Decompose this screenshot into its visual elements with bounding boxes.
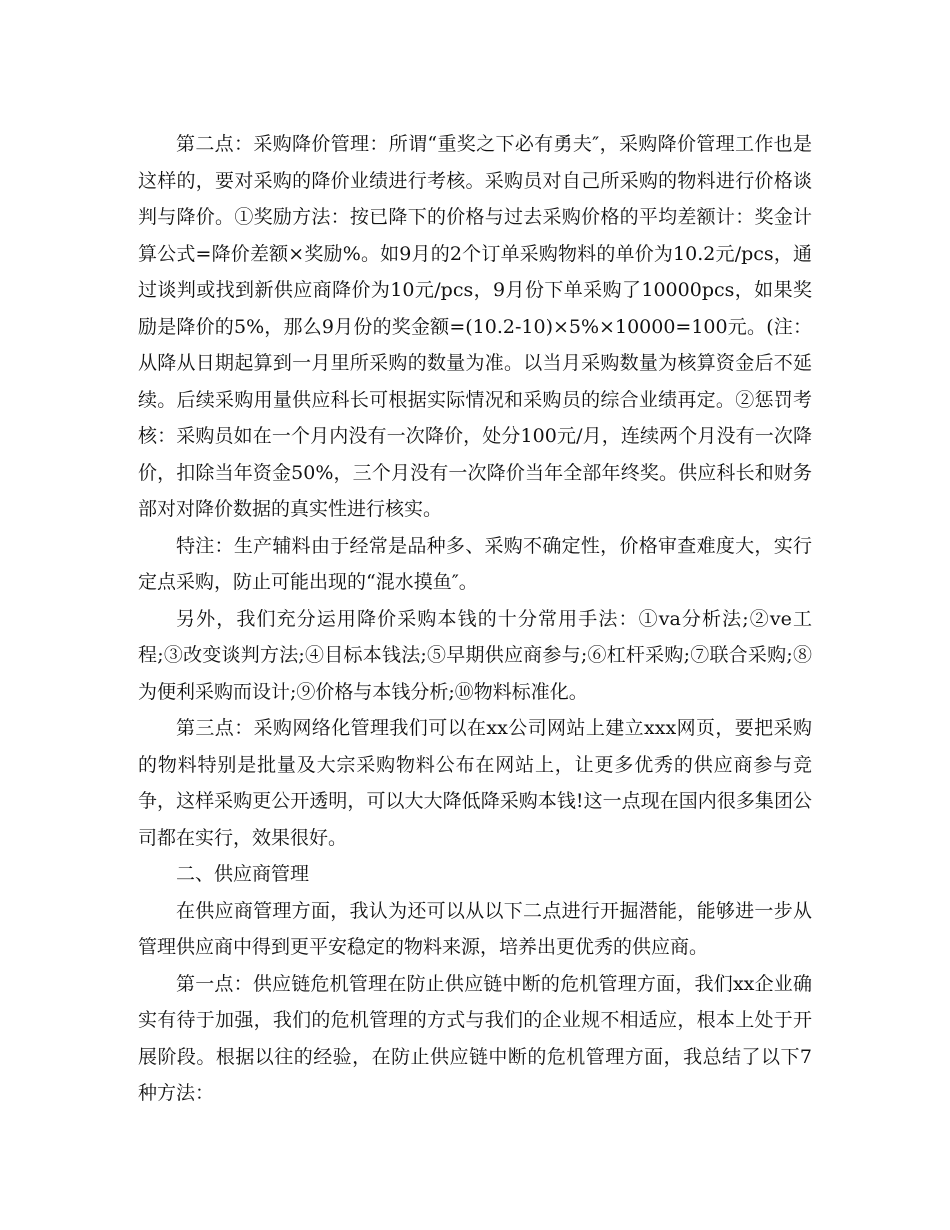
document-body — [138, 126, 812, 1112]
paragraph-price-reduction: 第二点：采购降价管理：所谓“重奖之下必有勇夫″，采购降价管理工作也是这样的，要对采购的降价业绩进行考核。采购员对自己所采购的物料进行价格谈判与降价。①奖励方法：按已降下的价格与过去采购价格的平均差额计：奖金计算公式=降价差额×奖励%。如9月的2个订单采购物料的单价为10.2元/pcs，通过谈判或找到新供应商降价为10元/pcs，9月份下单采购了10000pcs，如果奖励是降价的5%，那么9月份的奖金额=(10.2-10)×5%×10000=100元。(注：从降从日期起算到一月里所采购的数量为准。以当月采购数量为核算资金后不延续。后续采购用量供应科长可根据实际情况和采购员的综合业绩再定。②惩罚考核：采购员如在一个月内没有一次降价，处分100元/月，连续两个月没有一次降价，扣除当年资金50%，三个月没有一次降价当年全部年终奖。供应科长和财务部对对降价数据的真实性进行核实。 — [138, 133, 812, 520]
paragraph-special-note: 特注：生产辅料由于经常是品种多、采购不确定性，价格审查难度大，实行定点采购，防止可能出现的“混水摸鱼″。 — [138, 534, 812, 593]
paragraph-online-procurement: 第三点：采购网络化管理我们可以在xx公司网站上建立xxx网页，要把采购的物料特别是批量及大宗采购物料公布在网站上，让更多优秀的供应商参与竞争，这样采购更公开透明，可以大大降低降采购本钱!这一点现在国内很多集团公司都在实行，效果很好。 — [138, 717, 812, 849]
paragraph-supply-chain-crisis: 第一点：供应链危机管理在防止供应链中断的危机管理方面，我们xx企业确实有待于加强，我们的危机管理的方式与我们的企业规不相适应，根本上处于开展阶段。根据以往的经验，在防止供应链中断的危机管理方面，我总结了以下7种方法： — [138, 972, 812, 1104]
section-heading-supplier-management: 二、供应商管理 — [176, 863, 310, 885]
paragraph-cost-methods: 另外，我们充分运用降价采购本钱的十分常用手法：①va分析法;②ve工程;③改变谈判方法;④目标本钱法;⑤早期供应商参与;⑥杠杆采购;⑦联合采购;⑧为便利采购而设计;⑨价格与本钱分析;⑩物料标准化。 — [138, 607, 812, 703]
paragraph-supplier-intro: 在供应商管理方面，我认为还可以从以下二点进行开掘潜能，能够进一步从管理供应商中得到更平安稳定的物料来源，培养出更优秀的供应商。 — [138, 899, 812, 958]
